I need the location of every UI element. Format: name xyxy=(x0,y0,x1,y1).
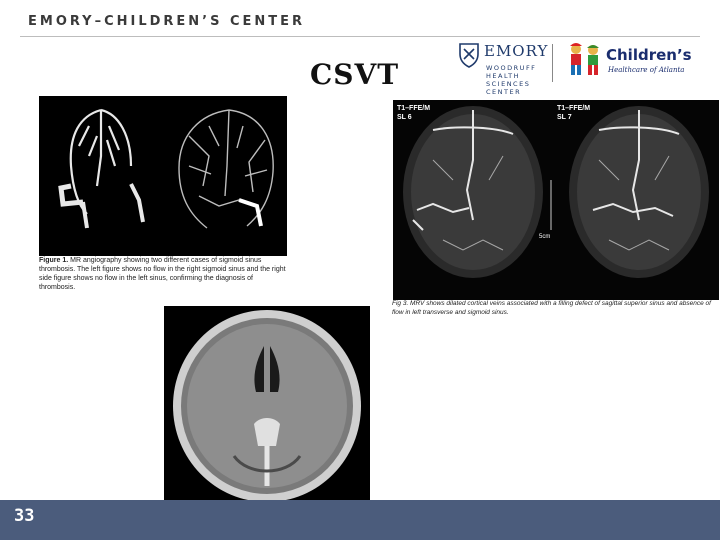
emory-sub-line: SCIENCES xyxy=(486,80,531,88)
emory-sub-line: WOODRUFF xyxy=(486,64,537,72)
emory-sub-line: HEALTH xyxy=(486,72,521,80)
header-org-name: EMORY–CHILDREN’S CENTER xyxy=(28,14,306,29)
mrv-image xyxy=(393,100,719,300)
figure2-caption: Fig 3. MRV shows dilated cortical veins associated with a filling defect of sagittal superior sinus and absence of flow in left transverse and sigmoid sinus. xyxy=(392,300,711,316)
slide-number: 33 xyxy=(14,506,35,526)
mr-angiography-image xyxy=(39,96,287,256)
mrv-scale-label: 5cm xyxy=(539,234,551,240)
emory-logo-subtitle xyxy=(486,64,546,96)
childrens-logo-subtitle: Healthcare of Atlanta xyxy=(608,66,685,74)
mrv-label-left-1: T1–FFE/M xyxy=(397,105,431,112)
childrens-logo xyxy=(566,40,692,84)
childrens-logo-name: Children’s xyxy=(606,46,692,64)
mrv-label-right-2: SL 7 xyxy=(557,114,572,121)
mrv-label-left-2: SL 6 xyxy=(397,114,412,121)
childrens-kids-icon xyxy=(566,42,604,78)
mrv-label-right-1: T1–FFE/M xyxy=(557,105,591,112)
slide-title: CSVT xyxy=(310,58,400,91)
emory-logo-name: EMORY xyxy=(484,42,549,60)
emory-sub-line: CENTER xyxy=(486,88,522,96)
footer-bar xyxy=(0,500,720,540)
figure1-caption xyxy=(39,256,287,302)
logo-divider xyxy=(552,44,553,82)
axial-ct-image xyxy=(164,306,370,508)
figure1-caption-text: MR angiography showing two different cases of sigmoid sinus thrombosis. The left figure shows no flow in the right sigmoid sinus and the right side figure shows no flow in the left sinus, confirming the diagnosis of thrombosis. xyxy=(39,257,286,291)
emory-logo xyxy=(458,40,548,96)
figure1-caption-label: Figure 1. xyxy=(39,257,69,264)
emory-shield-icon xyxy=(458,42,480,68)
header-divider xyxy=(20,36,700,37)
